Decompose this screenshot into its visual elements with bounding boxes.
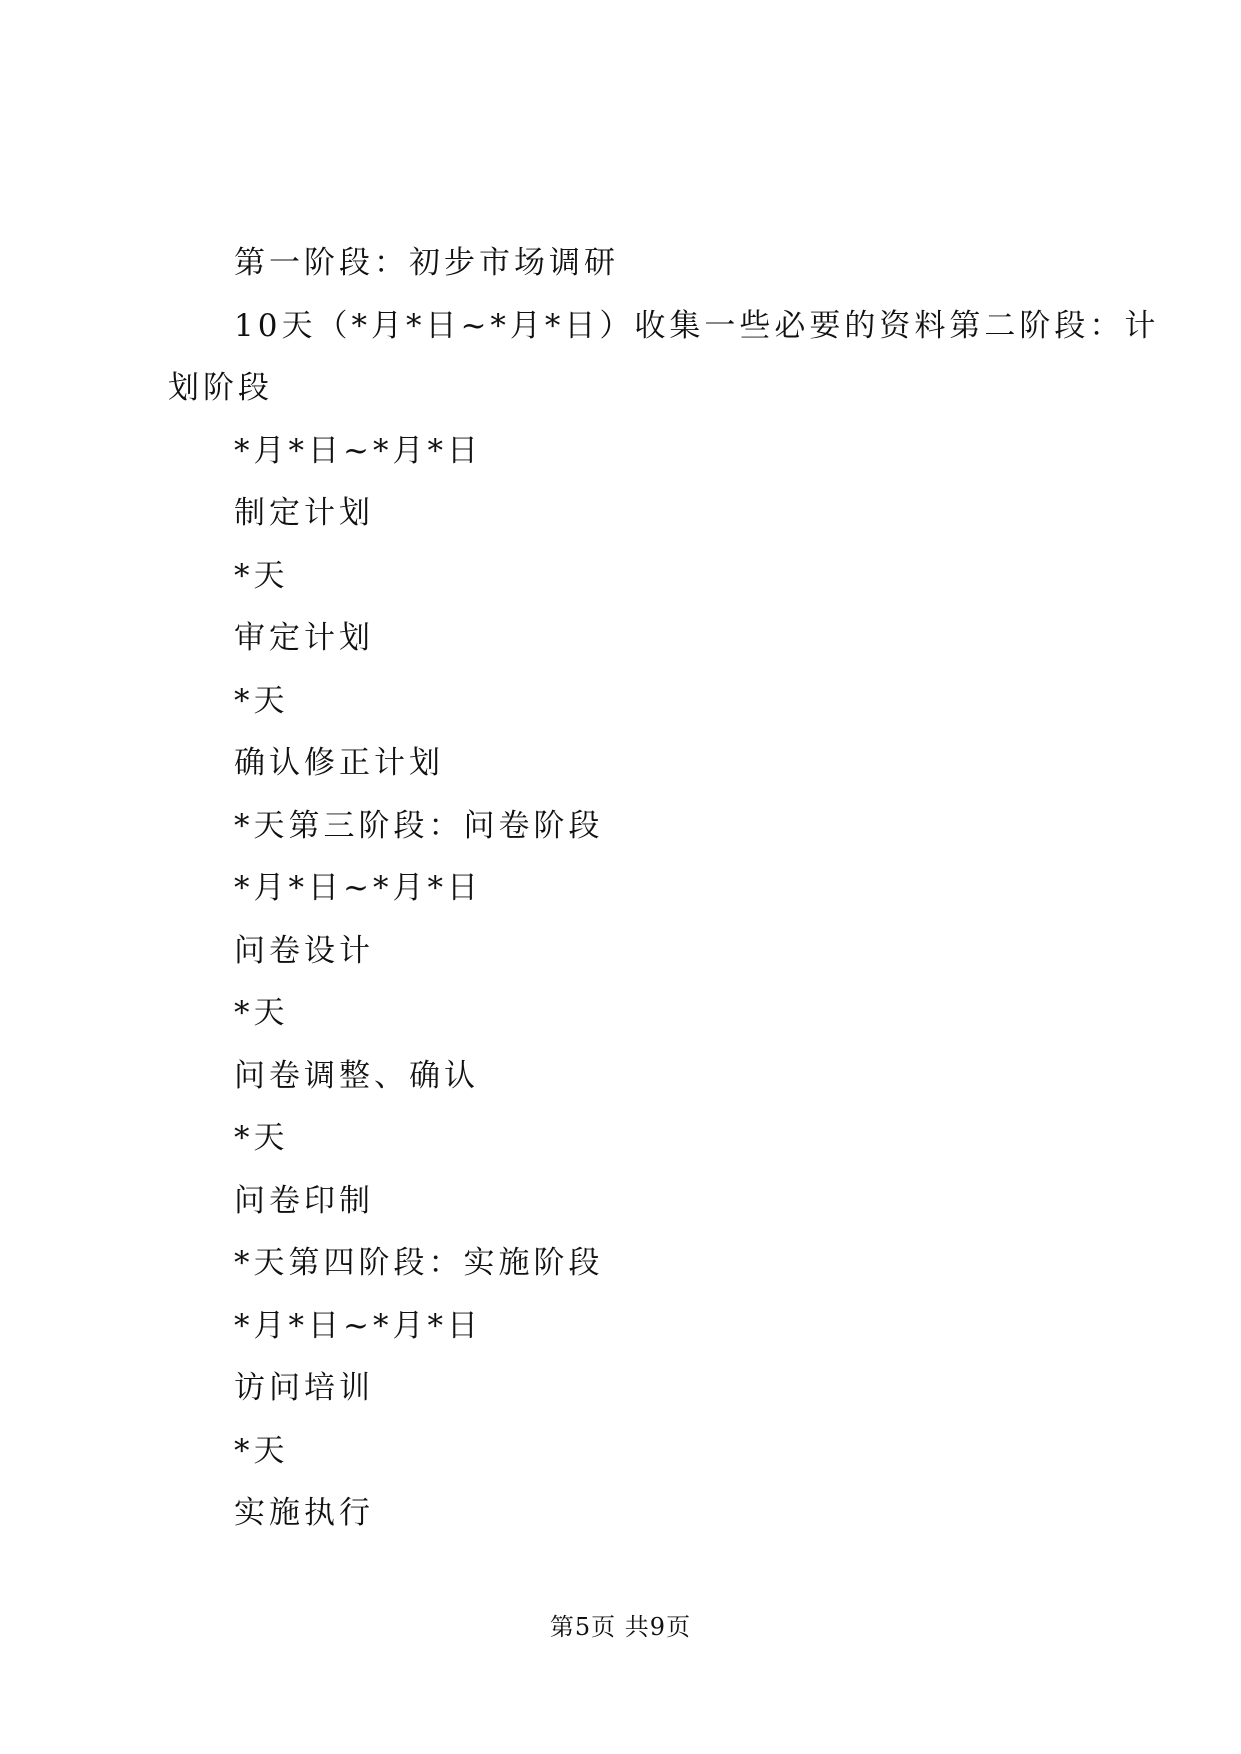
text-line: 问卷设计 (234, 932, 374, 969)
text-line: *天 (234, 557, 289, 594)
text-line: 实施执行 (234, 1495, 374, 1531)
text-line: *天第三阶段：问卷阶段 (234, 807, 604, 844)
text-line: 审定计划 (234, 620, 374, 656)
text-line: 问卷印制 (234, 1182, 374, 1219)
text-line: 访问培训 (234, 1370, 374, 1406)
document-body (168, 232, 1160, 1545)
text-line: *月*日~*月*日 (234, 432, 482, 469)
text-line: *月*日~*月*日 (234, 1307, 482, 1344)
text-line: *月*日~*月*日 (234, 870, 482, 906)
text-line-continuation: 划阶段 (168, 370, 273, 406)
text-line: *天 (234, 682, 289, 719)
text-line: *天 (234, 1432, 289, 1469)
text-line: *天 (234, 995, 289, 1031)
text-line: 问卷调整、确认 (234, 1057, 479, 1094)
text-line: 10天（*月*日~*月*日）收集一些必要的资料第二阶段：计 (234, 307, 1160, 344)
text-line: 第一阶段：初步市场调研 (234, 245, 619, 281)
page-number-footer: 第5页 共9页 (549, 1613, 692, 1641)
text-line: *天 (234, 1120, 289, 1156)
text-line: 确认修正计划 (234, 745, 444, 781)
text-line: 制定计划 (234, 495, 374, 531)
text-line: *天第四阶段：实施阶段 (234, 1245, 604, 1281)
